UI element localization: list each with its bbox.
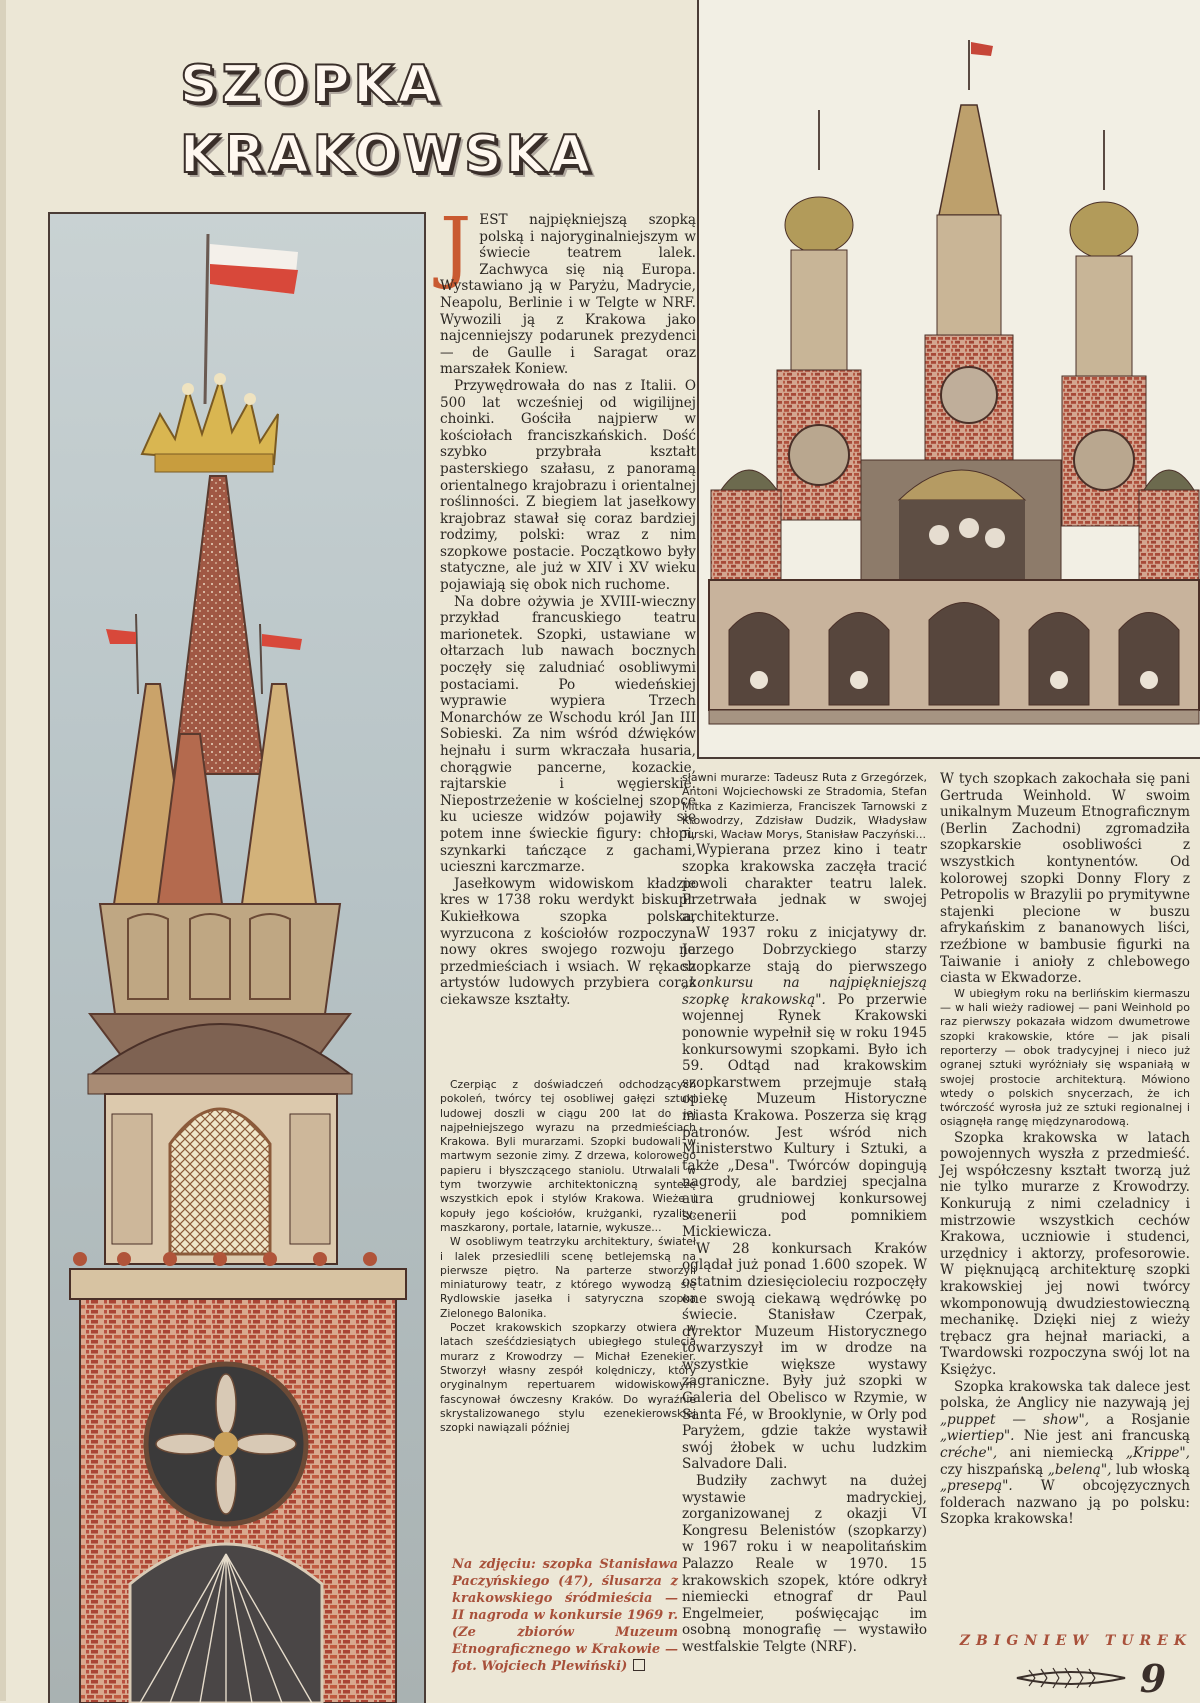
quote: „beleną", [1047,1461,1112,1478]
photo-szopka-full [697,0,1200,759]
author-byline: ZBIGNIEW TUREK [959,1633,1192,1649]
paragraph: Poczet krakowskich szopkarzy otwiera w latach sześćdziesiątych ubiegłego stulecia murarz z Krowodrzy — Michał Ezenekier. Stworzył własny zespół kolędniczy, który oryginalnym repertuarem widowiskowym fascynował ówczesny Kraków. Do wyraźnie skrystalizowanego stylu ezenekierowskiej szopki nawiązali później [440,1321,696,1435]
quote: „Krippe", [1125,1444,1190,1461]
text-run: W 1937 roku z inicjatywy dr. Jerzego Dobrzyckiego starzy szopkarze stają do pierwszego [682,925,927,975]
szopka-illustration [699,0,1200,757]
paragraph: Budziły zachwyt na dużej wystawie madryckiej, zorganizowanej z okazji VI Kongresu Belenistów (szopkarzy) w 1967 roku i w neapolitańskim Palazzo Reale w 1970. 15 krakowskich szopek, które odkrył niemiecki etnograf dr Paul Engelmeier, poświęcając im osobną monografię — wystawiło westfalskie Telgte (NRF). [682,1473,927,1655]
text-run: a Rosjanie [1106,1411,1190,1428]
title-line-2: KRAKOWSKA [180,125,595,185]
article-column-1 [440,202,696,1009]
title-line-1: SZOPKA [180,55,443,115]
paragraph: Jasełkowym widowiskom kładzie kres w 1738 roku werdykt biskupi. Kukiełkowa szopka polska, wyrzucona z kościołów rozpoczyna nowy okres swojego rozwoju na przedmieściach i wsiach. W rękach artystów ludowych przybiera coraz ciekawsze kształty. [440,875,696,1008]
feather-ornament-icon [1015,1664,1127,1692]
quote: „wiertiep". [940,1428,1015,1445]
text-run: czy hiszpańską [940,1461,1044,1478]
quote: créche", [940,1444,998,1461]
quote: „presepą". [940,1478,1013,1495]
paragraph: W tych szopkach zakochała się pani Gertruda Weinhold. W swoim unikalnym Muzeum Etnograficznym (Berlin Zachodni) zgromadziła szopkarskie osobliwości z wszystkich kontynentów. Od kolorowej szopki Donny Flory z Petropolis w Brazylii po prymitywne stajenki plecione w buszu afrykańskim z bananowych liści, rzeźbione w bambusie figurki na Taiwanie i anioły z chlebowego ciasta w Ekwadorze. [940,771,1190,987]
quote: „konkursu na najpiękniejszą szopkę krakowską". [682,975,927,1008]
paragraph: Czerpiąc z doświadczeń odchodzących pokoleń, twórcy tej osobliwej gałęzi sztuki ludowej doszli w ciągu 200 lat do jej najpełniejszego wyrazu na przedmieściach Krakowa. Byli murarzami. Szopki budowali w martwym sezonie zimy. Z drzewa, kolorowego papieru i błyszczącego staniolu. Utrwalali w tym tworzywie architektoniczną syntezę wszystkich epok i stylów Krakowa. Wieże i kopuły jego kościołów, krużganki, ryzality, maszkarony, portale, latarnie, wykusze... [440,1078,696,1234]
paragraph: Przywędrowała do nas z Italii. O 500 lat wcześniej od wigilijnej choinki. Gościła najpierw w kościołach franciszkańskich. Dość szybko przybrała kształt pasterskiego szałasu, z panoramą orientalnego krajobrazu i orientalnej roślinności. Z biegiem lat jasełkowy krajobraz stawał się coraz bardziej rodzimy, polski: wraz z nim szopkowe postacie. Początkowo były statyczne, ale już w XIV i XV wieku pojawiają się obok nich ruchome. [440,377,696,594]
end-mark-icon [633,1659,645,1671]
drop-cap: J [440,202,472,292]
article-title [180,50,640,190]
text-run: ani niemiecką [1009,1444,1114,1461]
text-run: Nie jest ani francuską [1023,1428,1191,1445]
paragraph: W ubiegłym roku na berlińskim kiermaszu — w hali wieży radiowej — pani Weinhold po raz pierwszy pokazała widzom dwumetrowe szopki krakowskie, które — jak pisali reporterzy — obok tradycyjnej i nieco już ogranej sztuki wyróżniały się wspaniałą w swojej prostocie architekturą. Mówiono wtedy o polskich snycerzach, że ich twórczość wyrosła już ze sztuki regionalnej i osiągnęła rangę międzynarodową. [940,986,1190,1129]
paragraph: EST najpiękniejszą szopką polską i najoryginalniejszym w świecie teatrem lalek. Zachwyca się nią Europa. Wystawiano ją w Paryżu, Madrycie, Neapolu, Berlinie i w Telgte w NRF. Wywozili ją z Krakowa jako najcenniejszy podarunek prezydenci — de Gaulle i Saragat oraz marszałek Koniew. [440,212,696,378]
paragraph: Na dobre ożywia je XVIII-wieczny przykład francuskiego teatru marionetek. Szopki, ustawiane w ołtarzach lub nawach bocznych poczęły się zaludniać osobliwymi postaciami. Po wiedeńskiej wyprawie wypiera Trzech Monarchów ze Wschodu król Jan III Sobieski. Za nim wśród dźwięków hejnału i surm wkraczała husaria, chorągwie pancerne, kozackie, rajtarskie i węgierskie. Niepostrzeżenie w kościelnej szopce ku uciesze widzów pojawiły się potem inne świeckie figury: chłopi, szynkarki tańczące z gachami, uciesznі karczmarze. [440,593,696,876]
text-run: W obcojęzycznych folderach nazwano ją po polsku: Szopka krakowska! [940,1478,1190,1528]
photo-szopka-tower [48,212,426,1703]
text-run: lub włoską [1116,1461,1190,1478]
text-run: Szopka krakowska tak dalece jest polska, że Anglicy nie nazywają jej [940,1378,1190,1412]
paragraph [940,1379,1190,1528]
page-spine-shadow [0,0,6,1701]
text-run: Po przerwie wojennej Rynek Krakowski ponownie wypełnił się w roku 1945 konkursowymi szopkami. Było ich 59. Odtąd nad krakowskim szopkarstwem przejmuje stałą opiekę Muzeum Historyczne miasta Krakowa. Poszerza się krąg patronów. Jest wśród nich Ministerstwo Kultury i Sztuki, a także „Desa". Twórców dopingują nagrody, ale bardziej specjalna aura grudniowej konkursowej scenerii pod pomnikiem Mickiewicza. [682,991,927,1241]
article-column-1-lower [440,1078,696,1435]
photo-caption [452,1556,678,1675]
paragraph: W 28 konkursach Kraków oglądał już ponad 1.600 szopek. W ostatnim dziesięcioleciu rozpoczęły one swoją ciekawą wędrówkę po świecie. Stanisław Czerpak, dyrektor Muzeum Historycznego towarzyszył im w drodze na wszystkie większe wystawy zagraniczne. Były już szopki w Galeria del Obelisco w Rzymie, w Santa Fé, w Brooklynie, w Orly pod Paryżem, gdzie także wystawił swój żłobek w uchu ludzkim Salvadore Dali. [682,1240,927,1473]
article-column-2 [682,771,927,1656]
page-number: 9 [1139,1656,1167,1701]
paragraph: Szopka krakowska w latach powojennych wyszła z przedmieść. Jej współczesny kształt tworzą już nie tylko murarze z Krowodrzy. Konkurują z nimi czeladnicy i mistrzowie wszystkich cechów Krakowa, uczniowie i studenci, urzędnicy i aktorzy, profesorowie. W pięknującą architekturę szopki krakowskiej jej nowi twórcy wkomponowują dwudziestowieczną mechanikę. Dzięki niej z wieży trębacz gra hejnał mariacki, a Twardowski rozpoczyna swój lot na Księżyc. [940,1129,1190,1378]
paragraph [682,925,927,1240]
paragraph: Wypierana przez kino i teatr szopka krakowska zaczęła tracić powoli charakter teatru lalek. Przetrwała jednak w swojej architekturze. [682,842,927,925]
paragraph: sławni murarze: Tadeusz Ruta z Grzegórzek, Antoni Wojciechowski ze Stradomia, Stefan Mitka z Kazimierza, Franciszek Tarnowski z Krowodrzy, Zdzisław Dudzik, Władysław Turski, Wacław Morys, Stanisław Paczyński... [682,771,927,842]
quote: „puppet — show", [940,1411,1090,1428]
paragraph: W osobliwym teatrzyku architektury, świateł i lalek przesiedlili scenę betlejemską na pierwsze piętro. Na parterze stworzyli miniaturowy teatr, z którego wywodzą się Rydlowskie jasełka i satyryczna szopka Zielonego Balonika. [440,1235,696,1320]
caption-text: Na zdjęciu: szopka Stanisława Paczyńskiego (47), ślusarza z krakowskiego śródmieścia — II nagroda w konkursie 1969 r. (Ze zbiorów Muzeum Etnograficznego w Krakowie — fot. Wojciech Plewiński) [452,1557,678,1674]
tower-illustration [50,214,424,1703]
article-column-3 [940,771,1190,1528]
